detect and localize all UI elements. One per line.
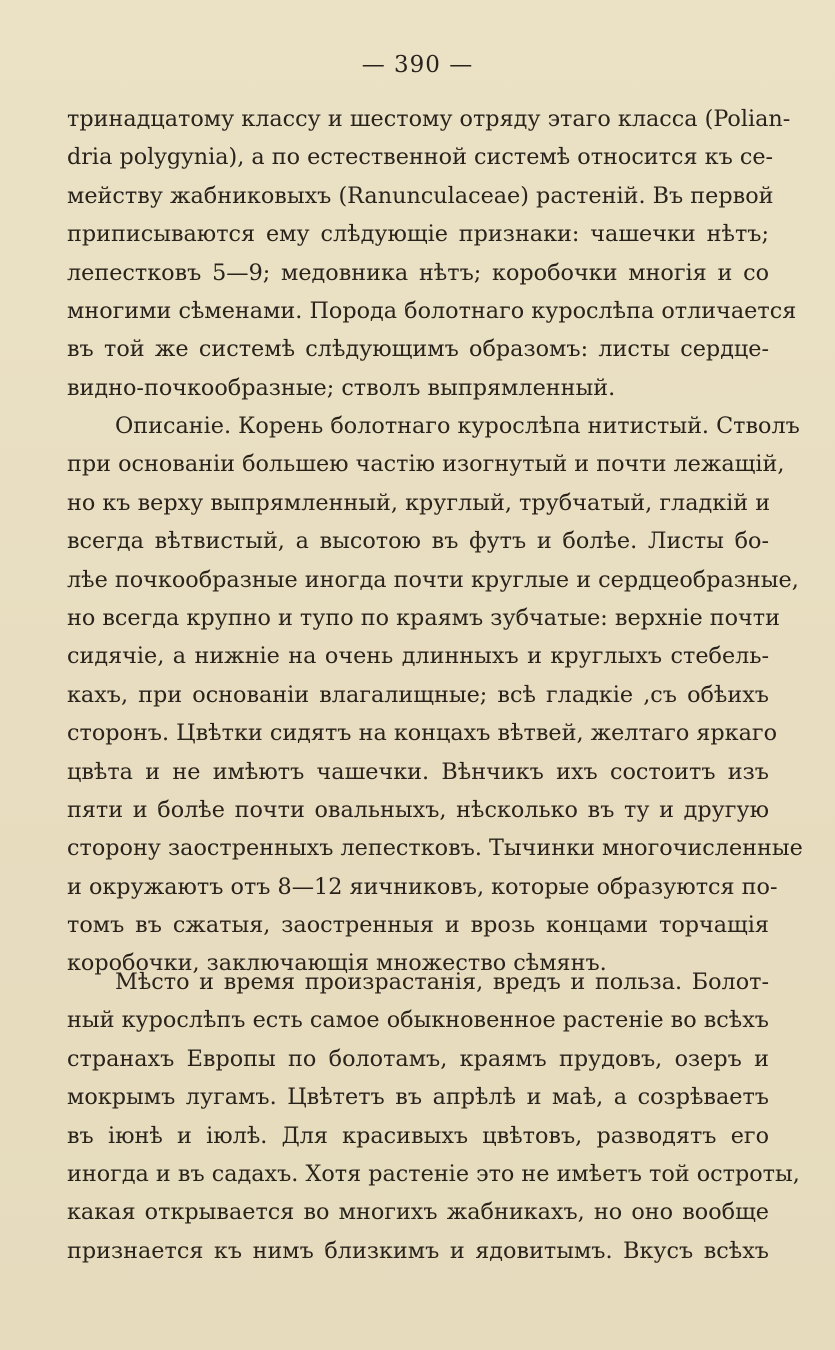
text-line: тринадцатому классу и шестому отряду этаго класса (Polian- xyxy=(67,106,791,132)
paragraph-description xyxy=(67,407,803,983)
text-line: лѣе почкообразные иногда почти круглые и сердцеобразные, xyxy=(67,566,799,593)
text-line: и окружаютъ отъ 8—12 яичниковъ, которые образуются по- xyxy=(67,873,778,900)
text-line: Описаніе. Корень болотнаго курослѣпа нитистый. Стволъ xyxy=(115,413,800,439)
text-line: иногда и въ садахъ. Хотя растеніе это не имѣетъ той остроты, xyxy=(67,1160,800,1187)
text-line: ный курослѣпъ есть самое обыкновенное растеніе во всѣхъ xyxy=(67,1007,769,1034)
text-line: коробочки, заключающія множество сѣмянъ. xyxy=(67,950,607,977)
text-line: пяти и болѣе почти овальныхъ, нѣсколько въ ту и другую xyxy=(67,796,769,823)
text-line: какая открывается во многихъ жабникахъ, но оно вообще xyxy=(67,1199,769,1226)
text-line: многими сѣменами. Порода болотнаго курослѣпа отличается xyxy=(67,297,797,324)
text-line: странахъ Европы по болотамъ, краямъ прудовъ, озеръ и xyxy=(67,1045,769,1072)
paragraph-habitat xyxy=(67,963,800,1270)
text-line: но всегда крупно и тупо по краямъ зубчатые: верхніе почти xyxy=(67,604,780,631)
text-line: приписываются ему слѣдующіе признаки: чашечки нѣтъ; xyxy=(67,221,769,248)
text-line: кахъ, при основаніи влагалищные; всѣ гладкіе ,съ обѣихъ xyxy=(67,681,769,708)
text-line: сторону заостренныхъ лепестковъ. Тычинки многочисленные xyxy=(67,835,803,862)
text-line: мейству жабниковыхъ (Ranunculaceae) растеній. Въ первой xyxy=(67,182,774,209)
text-line: Мѣсто и время произрастанія, вредъ и польза. Болот- xyxy=(115,969,769,995)
page-number: — 390 — xyxy=(361,52,474,78)
text-line: томъ въ сжатыя, заостренныя и врозь концами торчащія xyxy=(67,912,769,939)
text-line: мокрымъ лугамъ. Цвѣтетъ въ апрѣлѣ и маѣ, а созрѣваетъ xyxy=(67,1084,769,1111)
text-line: лепестковъ 5—9; медовника нѣтъ; коробочки многія и со xyxy=(67,259,769,286)
text-line: въ той же системѣ слѣдующимъ образомъ: листы сердце- xyxy=(67,336,769,363)
text-line: признается къ нимъ близкимъ и ядовитымъ. Вкусъ всѣхъ xyxy=(67,1237,769,1264)
text-line: всегда вѣтвистый, а высотою въ футъ и болѣе. Листы бо- xyxy=(67,528,769,555)
paragraph-classification xyxy=(67,100,797,407)
text-line: видно-почкообразные; стволъ выпрямленный. xyxy=(67,374,616,401)
text-line: dria polygynia), а по естественной системѣ относится къ се- xyxy=(67,144,774,171)
text-line: сидячіе, а нижніе на очень длинныхъ и круглыхъ стебель- xyxy=(67,643,769,670)
text-line: въ іюнѣ и іюлѣ. Для красивыхъ цвѣтовъ, разводятъ его xyxy=(67,1122,769,1149)
text-line: но къ верху выпрямленный, круглый, трубчатый, гладкій и xyxy=(67,489,771,516)
text-line: цвѣта и не имѣютъ чашечки. Вѣнчикъ ихъ состоитъ изъ xyxy=(67,758,769,785)
text-line: при основаніи большею частію изогнутый и почти лежащій, xyxy=(67,451,785,478)
text-line: сторонъ. Цвѣтки сидятъ на концахъ вѣтвей, желтаго яркаго xyxy=(67,720,778,747)
